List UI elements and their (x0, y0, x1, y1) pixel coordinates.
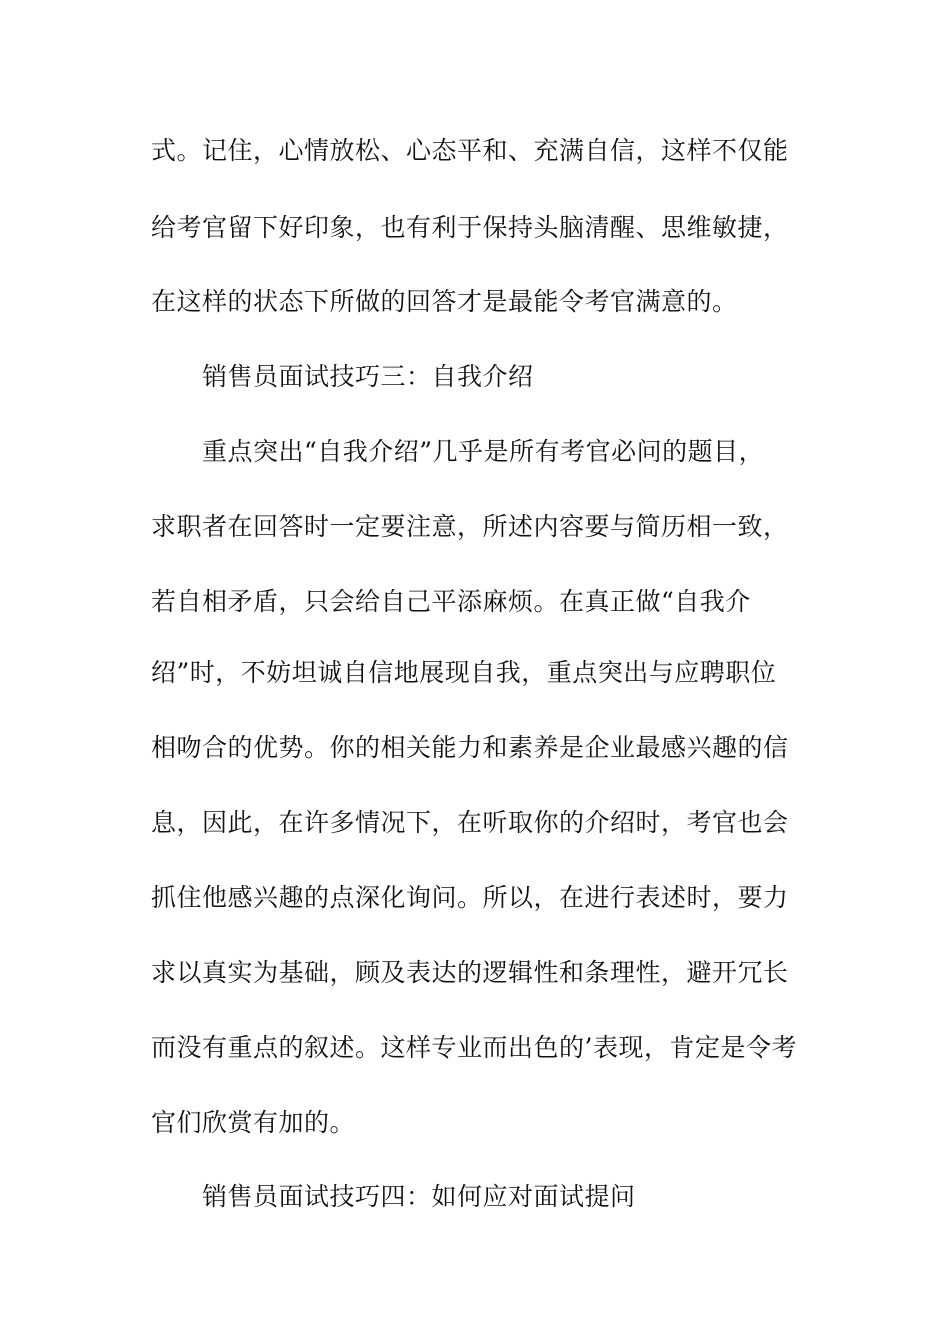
paragraph-line: 相吻合的优势。你的相关能力和素养是企业最感兴趣的信 (151, 733, 789, 762)
section-heading: 销售员面试技巧三：自我介绍 (202, 362, 534, 391)
paragraph-line: 官们欣赏有加的。 (151, 1108, 356, 1137)
paragraph-line: 求职者在回答时一定要注意，所述内容要与简历相一致， (151, 512, 789, 541)
paragraph-line: 抓住他感兴趣的点深化询问。所以，在进行表述时，要力 (151, 883, 789, 912)
paragraph-line: 在这样的状态下所做的回答才是最能令考官满意的。 (151, 287, 738, 316)
paragraph-line: 重点突出“自我介绍”几乎是所有考官必问的题目， (202, 437, 765, 466)
paragraph-line: 而没有重点的叙述。这样专业而出色的’表现，肯定是令考 (151, 1033, 797, 1062)
paragraph-line: 若自相矛盾，只会给自己平添麻烦。在真正做“自我介 (151, 587, 751, 616)
section-heading: 销售员面试技巧四：如何应对面试提问 (202, 1182, 636, 1211)
paragraph-line: 绍”时，不妨坦诚自信地展现自我，重点突出与应聘职位 (151, 658, 777, 687)
paragraph-line: 求以真实为基础，顾及表达的逻辑性和条理性，避开冗长 (151, 958, 789, 987)
paragraph-line: 息，因此，在许多情况下，在听取你的介绍时，考官也会 (151, 808, 789, 837)
paragraph-line: 给考官留下好印象，也有利于保持头脑清醒、思维敏捷， (151, 213, 789, 242)
paragraph-line: 式。记住，心情放松、心态平和、充满自信，这样不仅能 (151, 136, 789, 165)
